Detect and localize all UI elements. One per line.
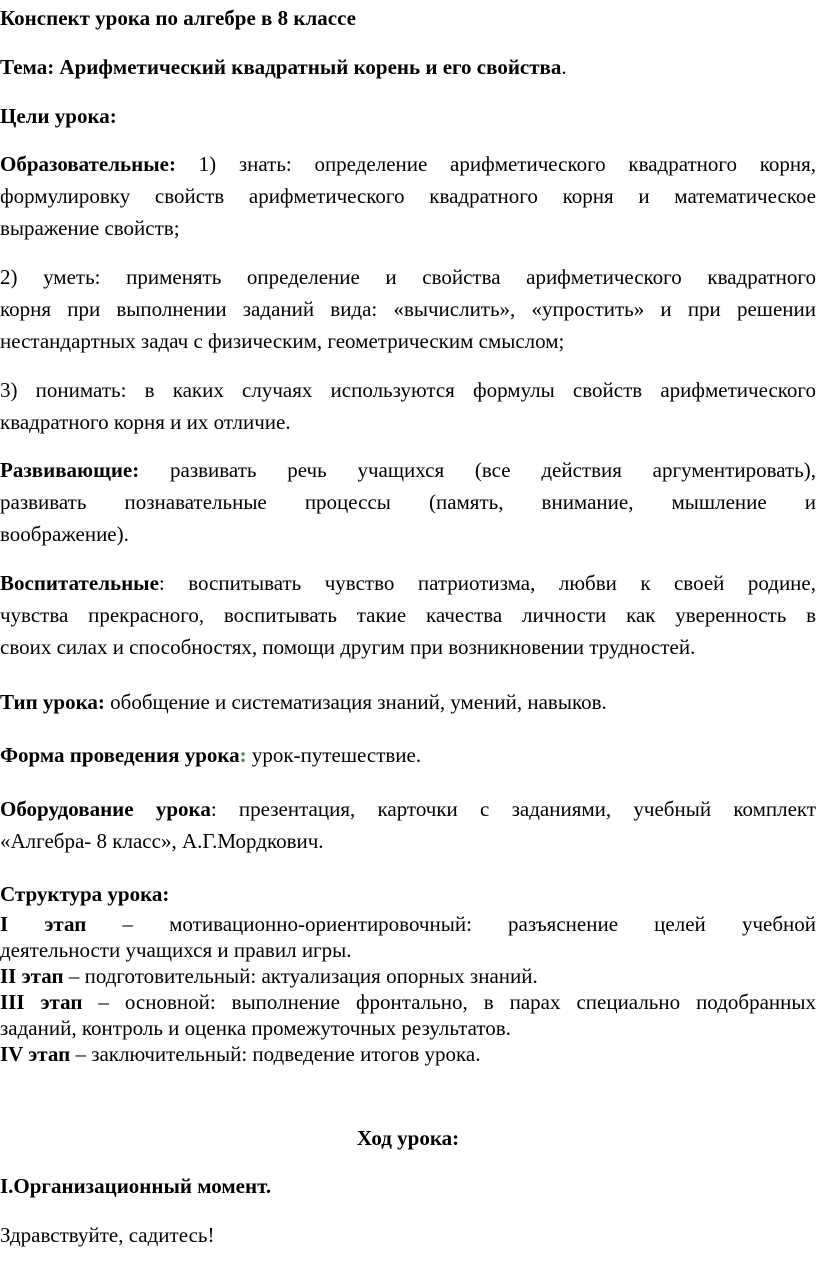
goals-heading: Цели урока: (0, 104, 117, 128)
lesson-type: Тип урока: обобщение и систематизация знаний, умений, навыков. (0, 690, 607, 714)
greeting-text: Здравствуйте, садитесь! (0, 1223, 215, 1247)
structure-heading: Структура урока: (0, 882, 170, 906)
skill-goal-line2: корня при выполнении заданий вида: «вычислить», «упростить» и при решении (0, 297, 816, 321)
stage4: IV этап – заключительный: подведение итогов урока. (0, 1042, 481, 1066)
equipment-line1: Оборудование урока: презентация, карточки с заданиями, учебный комплект (0, 797, 816, 821)
educational-goal-line3: выражение свойств; (0, 216, 180, 240)
skill-goal-line3: нестандартных задач с физическим, геометрическим смыслом; (0, 329, 565, 353)
course-heading: Ход урока: (356, 1126, 460, 1150)
lesson-form: Форма проведения урока: урок-путешествие. (0, 743, 422, 767)
developing-goal-line3: воображение). (0, 522, 129, 546)
educational-goal-line2: формулировку свойств арифметического квадратного корня и математическое (0, 184, 816, 208)
understand-goal-line1: 3) понимать: в каких случаях используются формулы свойств арифметического (0, 378, 816, 402)
stage2: II этап – подготовительный: актуализация опорных знаний. (0, 964, 538, 988)
equipment-line2: «Алгебра- 8 класс», А.Г.Мордкович. (0, 829, 324, 853)
developing-goal-line2: развивать познавательные процессы (память, внимание, мышление и (0, 490, 816, 514)
understand-goal-line2: квадратного корня и их отличие. (0, 410, 291, 434)
educational-goal-line1: Образовательные: 1) знать: определение арифметического квадратного корня, (0, 152, 816, 176)
stage1-line2: деятельности учащихся и правил игры. (0, 938, 352, 962)
stage3-line1: III этап – основной: выполнение фронтально, в парах специально подобранных (0, 990, 816, 1014)
upbringing-goal-line2: чувства прекрасного, воспитывать такие качества личности как уверенность в (0, 603, 816, 627)
section1-heading: I.Организационный момент. (0, 1174, 272, 1198)
lesson-topic: Тема: Арифметический квадратный корень и его свойства. (0, 55, 567, 79)
stage1-line1: I этап – мотивационно-ориентировочный: разъяснение целей учебной (0, 912, 816, 936)
upbringing-goal-line1: Воспитательные: воспитывать чувство патриотизма, любви к своей родине, (0, 571, 816, 595)
skill-goal-line1: 2) уметь: применять определение и свойства арифметического квадратного (0, 265, 816, 289)
developing-goal-line1: Развивающие: развивать речь учащихся (все действия аргументировать), (0, 458, 816, 482)
upbringing-goal-line3: своих силах и способностях, помощи другим при возникновении трудностей. (0, 635, 696, 659)
stage3-line2: заданий, контроль и оценка промежуточных результатов. (0, 1016, 511, 1040)
document-title: Конспект урока по алгебре в 8 классе (0, 6, 356, 30)
